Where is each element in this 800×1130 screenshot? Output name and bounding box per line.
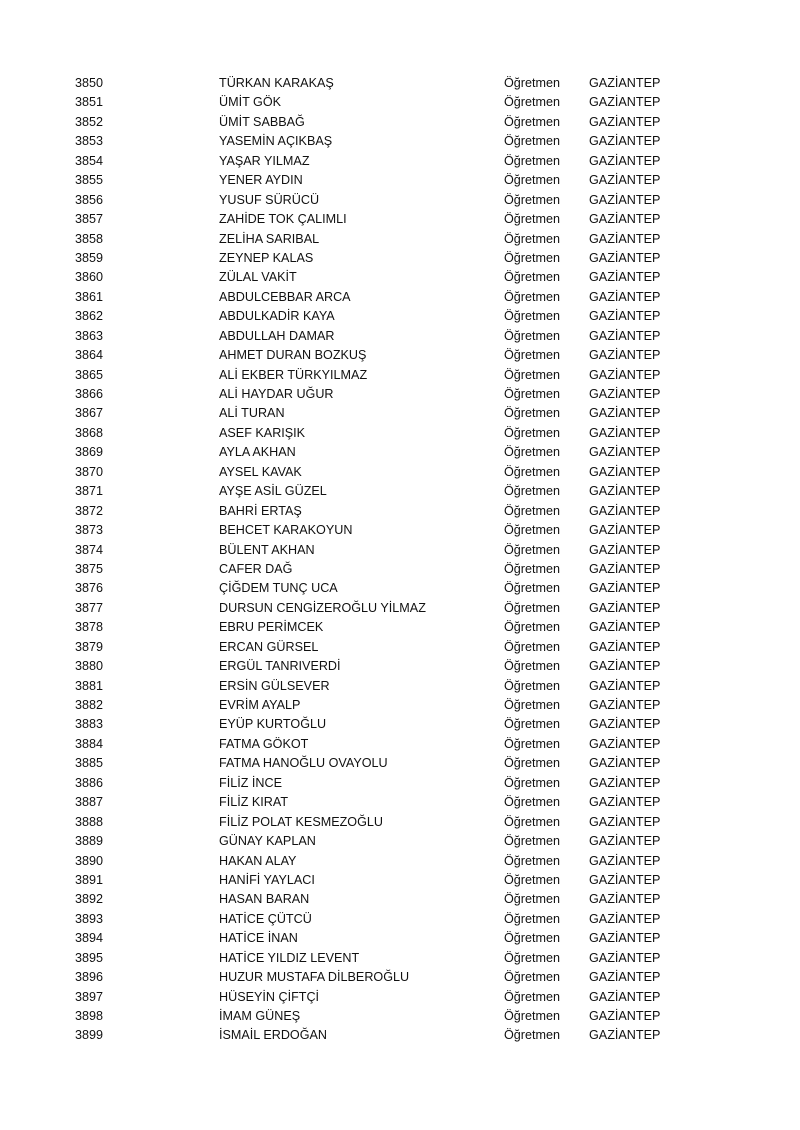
person-name: EYÜP KURTOĞLU [219,717,327,732]
row-number: 3867 [75,406,104,421]
table-row [0,463,800,482]
role-title: Öğretmen [504,464,560,479]
role-title: Öğretmen [504,892,560,907]
city-name: GAZİANTEP [589,367,661,382]
role-title: Öğretmen [504,1009,560,1023]
role-title: Öğretmen [504,989,560,1004]
role-title: Öğretmen [504,698,560,712]
role-title: Öğretmen [504,581,560,596]
row-number: 3868 [75,425,104,440]
role-title: Öğretmen [504,231,560,246]
role-title: Öğretmen [504,173,560,188]
row-number: 3871 [75,484,104,499]
role-title: Öğretmen [504,387,560,401]
row-number: 3895 [75,950,104,965]
city-name: GAZİANTEP [589,814,661,829]
person-name: ALİ HAYDAR UĞUR [219,387,334,401]
row-number: 3859 [75,250,104,265]
city-name: GAZİANTEP [589,561,661,576]
table-row [0,482,800,501]
city-name: GAZİANTEP [589,503,661,518]
role-title: Öğretmen [504,289,560,304]
person-name: YUSUF SÜRÜCÜ [219,192,320,207]
row-number: 3856 [75,192,104,207]
person-name: HATİCE ÇÜTCÜ [219,911,312,926]
row-number: 3876 [75,581,104,596]
city-name: GAZİANTEP [589,989,661,1004]
city-name: GAZİANTEP [589,464,661,479]
row-number: 3883 [75,717,104,732]
table-row [0,249,800,268]
table-row [0,230,800,249]
role-title: Öğretmen [504,270,560,285]
person-name: ALİ EKBER TÜRKYILMAZ [219,367,368,382]
table-row [0,638,800,657]
row-number: 3882 [75,698,104,712]
table-row [0,171,800,190]
role-title: Öğretmen [504,834,560,849]
table-row [0,210,800,229]
table-row [0,521,800,540]
table-row [0,929,800,948]
row-number: 3863 [75,328,104,343]
table-row [0,599,800,618]
row-number: 3858 [75,231,104,246]
city-name: GAZİANTEP [589,348,661,363]
city-name: GAZİANTEP [589,639,661,654]
row-number: 3892 [75,892,104,907]
table-row [0,93,800,112]
table-row [0,113,800,132]
role-title: Öğretmen [504,425,560,440]
row-number: 3861 [75,289,104,304]
table-row [0,268,800,287]
city-name: GAZİANTEP [589,250,661,265]
table-row [0,910,800,929]
role-title: Öğretmen [504,717,560,732]
person-name: ABDULKADİR KAYA [219,309,335,324]
city-name: GAZİANTEP [589,387,661,401]
person-name: ÇİĞDEM TUNÇ UCA [219,581,338,596]
city-name: GAZİANTEP [589,736,661,751]
table-row [0,793,800,812]
person-name: AYSEL KAVAK [219,464,302,479]
role-title: Öğretmen [504,639,560,654]
teacher-list [0,74,800,1046]
city-name: GAZİANTEP [589,289,661,304]
table-row [0,871,800,890]
role-title: Öğretmen [504,367,560,382]
city-name: GAZİANTEP [589,853,661,868]
person-name: YAŞAR YILMAZ [219,153,310,168]
person-name: ASEF KARIŞIK [219,425,306,440]
city-name: GAZİANTEP [589,600,661,615]
city-name: GAZİANTEP [589,1009,661,1023]
role-title: Öğretmen [504,406,560,421]
city-name: GAZİANTEP [589,425,661,440]
table-row [0,74,800,93]
row-number: 3880 [75,659,104,674]
table-row [0,327,800,346]
person-name: ERSİN GÜLSEVER [219,678,330,693]
person-name: ERGÜL TANRIVERDİ [219,659,341,674]
role-title: Öğretmen [504,872,560,887]
city-name: GAZİANTEP [589,756,661,771]
person-name: HAKAN ALAY [219,853,297,868]
row-number: 3853 [75,134,104,149]
city-name: GAZİANTEP [589,872,661,887]
row-number: 3885 [75,756,104,771]
row-number: 3890 [75,853,104,868]
table-row [0,832,800,851]
role-title: Öğretmen [504,659,560,674]
city-name: GAZİANTEP [589,95,661,110]
person-name: FATMA HANOĞLU OVAYOLU [219,756,388,771]
table-row [0,890,800,909]
table-row [0,852,800,871]
role-title: Öğretmen [504,814,560,829]
row-number: 3857 [75,212,104,227]
row-number: 3850 [75,76,104,90]
role-title: Öğretmen [504,736,560,751]
table-row [0,560,800,579]
row-number: 3879 [75,639,104,654]
person-name: YASEMİN AÇIKBAŞ [219,134,333,149]
person-name: İMAM GÜNEŞ [219,1009,301,1023]
role-title: Öğretmen [504,212,560,227]
table-row [0,541,800,560]
city-name: GAZİANTEP [589,445,661,460]
row-number: 3855 [75,173,104,188]
person-name: ÜMİT GÖK [219,95,282,110]
table-row [0,404,800,423]
person-name: ZELİHA SARIBAL [219,231,320,246]
row-number: 3864 [75,348,104,363]
table-row [0,735,800,754]
table-row [0,696,800,715]
role-title: Öğretmen [504,153,560,168]
person-name: BÜLENT AKHAN [219,542,315,557]
person-name: EVRİM AYALP [219,698,301,712]
row-number: 3869 [75,445,104,460]
city-name: GAZİANTEP [589,484,661,499]
table-row [0,288,800,307]
row-number: 3886 [75,775,104,790]
person-name: FİLİZ İNCE [219,775,282,790]
role-title: Öğretmen [504,445,560,460]
city-name: GAZİANTEP [589,717,661,732]
person-name: GÜNAY KAPLAN [219,834,316,849]
person-name: ZEYNEP KALAS [219,250,314,265]
city-name: GAZİANTEP [589,892,661,907]
city-name: GAZİANTEP [589,931,661,946]
row-number: 3870 [75,464,104,479]
table-row [0,754,800,773]
row-number: 3878 [75,620,104,635]
person-name: ABDULCEBBAR ARCA [219,289,351,304]
row-number: 3865 [75,367,104,382]
role-title: Öğretmen [504,600,560,615]
table-row [0,968,800,987]
row-number: 3896 [75,970,104,985]
row-number: 3852 [75,114,104,129]
row-number: 3875 [75,561,104,576]
person-name: HANİFİ YAYLACI [219,872,315,887]
person-name: İSMAİL ERDOĞAN [219,1028,327,1043]
person-name: DURSUN CENGİZEROĞLU YİLMAZ [219,600,426,615]
person-name: AYLA AKHAN [219,445,296,460]
table-row [0,988,800,1007]
person-name: HUZUR MUSTAFA DİLBEROĞLU [219,970,410,985]
person-name: HATİCE YILDIZ LEVENT [219,950,360,965]
person-name: EBRU PERİMCEK [219,620,324,635]
person-name: ALİ TURAN [219,406,285,421]
table-row [0,307,800,326]
city-name: GAZİANTEP [589,620,661,635]
person-name: BEHCET KARAKOYUN [219,523,353,538]
row-number: 3851 [75,95,104,110]
city-name: GAZİANTEP [589,153,661,168]
person-name: CAFER DAĞ [219,561,293,576]
row-number: 3898 [75,1009,104,1023]
role-title: Öğretmen [504,911,560,926]
role-title: Öğretmen [504,76,560,90]
city-name: GAZİANTEP [589,270,661,285]
city-name: GAZİANTEP [589,231,661,246]
table-row [0,346,800,365]
role-title: Öğretmen [504,542,560,557]
role-title: Öğretmen [504,853,560,868]
city-name: GAZİANTEP [589,970,661,985]
row-number: 3872 [75,503,104,518]
table-row [0,443,800,462]
person-name: FİLİZ POLAT KESMEZOĞLU [219,814,383,829]
row-number: 3899 [75,1028,104,1043]
role-title: Öğretmen [504,931,560,946]
city-name: GAZİANTEP [589,406,661,421]
table-row [0,502,800,521]
role-title: Öğretmen [504,114,560,129]
role-title: Öğretmen [504,192,560,207]
row-number: 3874 [75,542,104,557]
role-title: Öğretmen [504,348,560,363]
row-number: 3862 [75,309,104,324]
city-name: GAZİANTEP [589,1028,661,1043]
city-name: GAZİANTEP [589,834,661,849]
table-row [0,579,800,598]
city-name: GAZİANTEP [589,114,661,129]
row-number: 3881 [75,678,104,693]
person-name: BAHRİ ERTAŞ [219,503,302,518]
row-number: 3854 [75,153,104,168]
role-title: Öğretmen [504,970,560,985]
role-title: Öğretmen [504,775,560,790]
person-name: YENER AYDIN [219,173,303,188]
city-name: GAZİANTEP [589,328,661,343]
role-title: Öğretmen [504,95,560,110]
city-name: GAZİANTEP [589,76,661,90]
person-name: FATMA GÖKOT [219,736,309,751]
person-name: FİLİZ KIRAT [219,795,289,810]
person-name: HASAN BARAN [219,892,310,907]
person-name: AYŞE ASİL GÜZEL [219,484,327,499]
table-row [0,715,800,734]
row-number: 3893 [75,911,104,926]
person-name: ERCAN GÜRSEL [219,639,319,654]
role-title: Öğretmen [504,328,560,343]
role-title: Öğretmen [504,678,560,693]
city-name: GAZİANTEP [589,309,661,324]
table-row [0,132,800,151]
row-number: 3877 [75,600,104,615]
table-row [0,949,800,968]
table-row [0,1026,800,1045]
city-name: GAZİANTEP [589,950,661,965]
row-number: 3888 [75,814,104,829]
city-name: GAZİANTEP [589,698,661,712]
role-title: Öğretmen [504,795,560,810]
table-row [0,657,800,676]
role-title: Öğretmen [504,503,560,518]
role-title: Öğretmen [504,561,560,576]
city-name: GAZİANTEP [589,192,661,207]
person-name: HÜSEYİN ÇİFTÇİ [219,989,320,1004]
person-name: ZÜLAL VAKİT [219,270,297,285]
table-row [0,424,800,443]
table-row [0,618,800,637]
person-name: ZAHİDE TOK ÇALIMLI [219,212,347,227]
role-title: Öğretmen [504,250,560,265]
row-number: 3887 [75,795,104,810]
role-title: Öğretmen [504,950,560,965]
person-name: TÜRKAN KARAKAŞ [219,76,334,90]
person-name: AHMET DURAN BOZKUŞ [219,348,367,363]
city-name: GAZİANTEP [589,659,661,674]
city-name: GAZİANTEP [589,542,661,557]
role-title: Öğretmen [504,309,560,324]
city-name: GAZİANTEP [589,581,661,596]
row-number: 3889 [75,834,104,849]
row-number: 3873 [75,523,104,538]
row-number: 3894 [75,931,104,946]
row-number: 3860 [75,270,104,285]
role-title: Öğretmen [504,756,560,771]
table-row [0,774,800,793]
role-title: Öğretmen [504,523,560,538]
table-row [0,677,800,696]
table-row [0,385,800,404]
table-row [0,813,800,832]
city-name: GAZİANTEP [589,212,661,227]
role-title: Öğretmen [504,134,560,149]
role-title: Öğretmen [504,1028,560,1043]
person-name: ÜMİT SABBAĞ [219,114,305,129]
table-row [0,366,800,385]
city-name: GAZİANTEP [589,775,661,790]
person-name: HATİCE İNAN [219,931,298,946]
row-number: 3866 [75,387,104,401]
table-row [0,1007,800,1026]
table-row [0,191,800,210]
table-row [0,152,800,171]
city-name: GAZİANTEP [589,911,661,926]
person-name: ABDULLAH DAMAR [219,328,335,343]
city-name: GAZİANTEP [589,134,661,149]
city-name: GAZİANTEP [589,795,661,810]
role-title: Öğretmen [504,620,560,635]
row-number: 3884 [75,736,104,751]
city-name: GAZİANTEP [589,678,661,693]
city-name: GAZİANTEP [589,523,661,538]
city-name: GAZİANTEP [589,173,661,188]
row-number: 3897 [75,989,104,1004]
role-title: Öğretmen [504,484,560,499]
row-number: 3891 [75,872,104,887]
